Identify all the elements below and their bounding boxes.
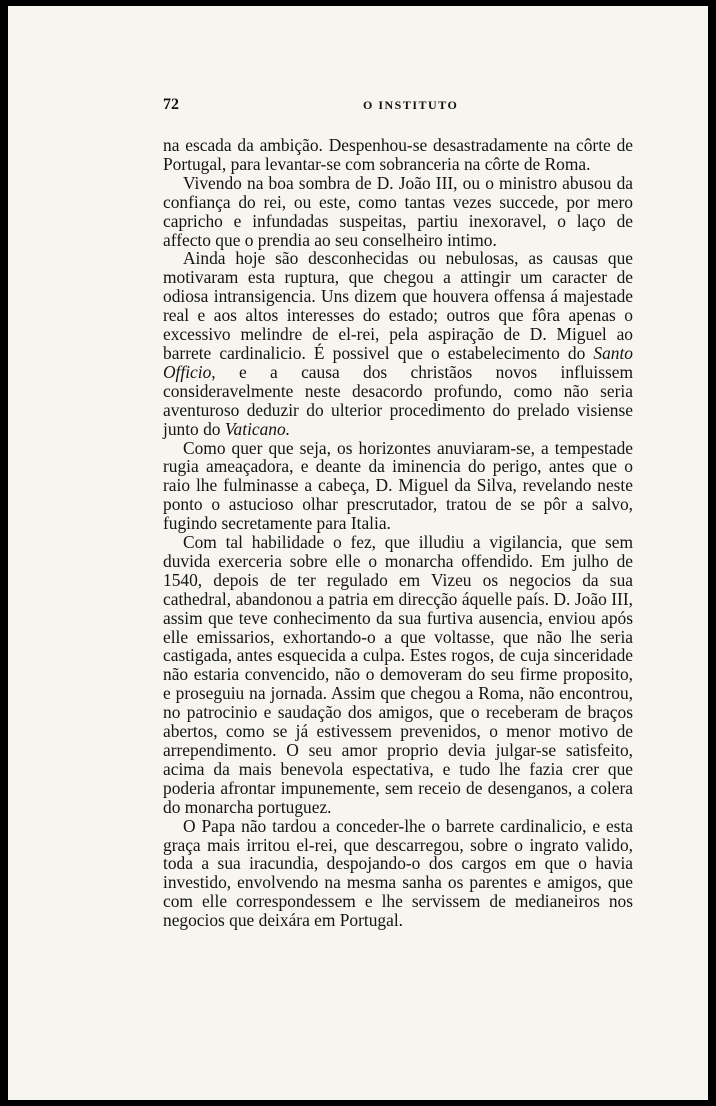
- text-segment: Vivendo na boa sombra de D. João III, ou o ministro abusou da confiança do rei, ou este, como tantas vezes succede, por mero capricho e infundadas suspeitas, partiu inexoravel, o laço de affecto que o prendia ao seu conselheiro intimo.: [163, 172, 633, 250]
- text-segment: Como quer que seja, os horizontes anuviaram-se, a tempestade rugia ameaçadora, e deante da iminencia do perigo, antes que o raio lhe fulminasse a cabeça, D. Miguel da Silva, revelando neste ponto o astucioso olhar prescrutador, tratou de se pôr a salvo, fugindo secretamente para Italia.: [163, 437, 633, 534]
- body-text: [163, 136, 633, 930]
- text-segment: e a causa dos christãos novos influissem consideravelmente neste desacordo profundo, como não seria aventuroso deduzir do ulterior procedimento do prelado visiense junto do: [163, 361, 633, 439]
- text-segment: Ainda hoje são desconhecidas ou nebulosas, as causas que motivaram esta ruptura, que chegou a attingir um caracter de odiosa intransigencia. Uns dizem que houvera offensa á majestade real e aos altos interesses do estado; outros que fôra apenas o excessivo melindre de el-rei, pela aspiração de D. Miguel ao barrete cardinalicio. É possivel que o estabelecimento do: [163, 248, 633, 363]
- paragraph: [163, 533, 633, 817]
- paragraph: [163, 174, 633, 250]
- book-page: [8, 6, 708, 1100]
- paragraph: [163, 439, 633, 534]
- text-segment: Com tal habilidade o fez, que illudiu a vigilancia, que sem duvida exerceria sobre elle o monarcha offendido. Em julho de 1540, depois de ter regulado em Vizeu os negocios da sua cathedral, abandonou a patria em direcção áquelle país. D. João III, assim que teve conhecimento da sua furtiva ausencia, enviou após elle emissarios, exhortando-o a que voltasse, que não lhe seria castigada, antes esquecida a culpa. Estes rogos, de cuja sinceridade não estaria convencido, não o demoveram do seu firme proposito, e proseguiu na jornada. Assim que chegou a Roma, não encontrou, no patrocinio e saudação dos amigos, que o receberam de braços abertos, como se já estivessem prevenidos, o menor motivo de arrependimento. O seu amor proprio devia julgar-se satisfeito, acima da mais benevola espectativa, e tudo lhe fazia crer que poderia afrontar impunemente, sem receio de desenganos, a colera do monarcha portuguez.: [163, 532, 633, 817]
- italic-term: Vaticano.: [224, 418, 291, 439]
- paragraph: [163, 817, 633, 930]
- page-header: [163, 96, 633, 116]
- running-title: O INSTITUTO: [363, 98, 459, 112]
- italic-term: Santo Officio,: [163, 342, 633, 382]
- text-segment: na escada da ambição. Despenhou-se desastradamente na côrte de Portugal, para levantar-se com sobranceria na côrte de Roma.: [163, 135, 633, 174]
- paragraph: [163, 249, 633, 438]
- page-number: 72: [163, 96, 179, 113]
- paragraph: [163, 136, 633, 174]
- text-segment: O Papa não tardou a conceder-lhe o barrete cardinalicio, e esta graça mais irritou el-rei, que descarregou, sobre o ingrato valido, toda a sua iracundia, despojando-o dos cargos em que o havia investido, envolvendo na mesma sanha os parentes e amigos, que com elle correspondessem e lhe servissem de medianeiros nos negocios que deixára em Portugal.: [163, 815, 633, 931]
